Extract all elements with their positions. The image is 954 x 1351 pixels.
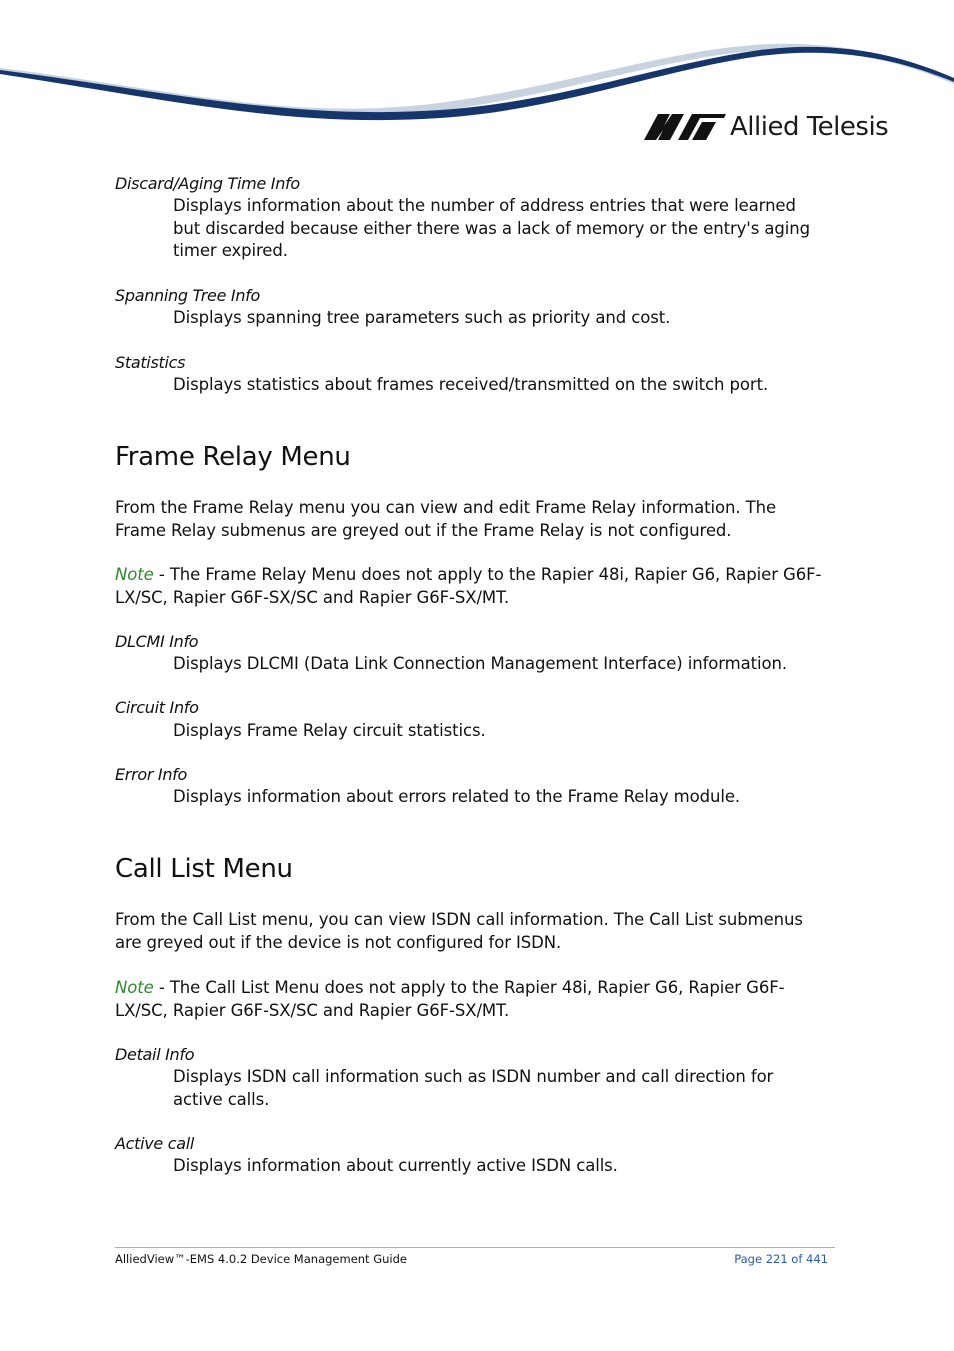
- term-active-call: Active call: [115, 1134, 195, 1153]
- call-list-note: [115, 977, 830, 1022]
- desc-active-call: Displays information about currently active ISDN calls.: [173, 1156, 618, 1175]
- desc-detail-info: Displays ISDN call information such as ISDN number and call direction for active calls.: [173, 1067, 774, 1109]
- term-spanning-tree: Spanning Tree Info: [115, 286, 260, 305]
- term-statistics: Statistics: [115, 353, 186, 372]
- note-text: - The Frame Relay Menu does not apply to the Rapier 48i, Rapier G6, Rapier G6F-LX/SC, Rapier G6F-SX/SC and Rapier G6F-SX/MT.: [115, 565, 822, 607]
- note-label: Note: [115, 565, 154, 584]
- heading-call-list-menu: Call List Menu: [115, 854, 293, 884]
- term-dlcmi-info: DLCMI Info: [115, 632, 199, 651]
- brand-name: Allied Telesis: [730, 112, 889, 142]
- desc-dlcmi-info: Displays DLCMI (Data Link Connection Management Interface) information.: [173, 654, 788, 673]
- term-circuit-info: Circuit Info: [115, 698, 199, 717]
- allied-telesis-logo-mark-icon: [644, 112, 726, 142]
- heading-frame-relay-menu: Frame Relay Menu: [115, 442, 351, 472]
- allied-telesis-logo: [644, 110, 888, 144]
- term-discard-aging: Discard/Aging Time Info: [115, 174, 300, 193]
- desc-spanning-tree: Displays spanning tree parameters such as priority and cost.: [173, 308, 671, 327]
- desc-error-info: Displays information about errors related to the Frame Relay module.: [173, 787, 741, 806]
- term-detail-info: Detail Info: [115, 1045, 195, 1064]
- note-text: - The Call List Menu does not apply to the Rapier 48i, Rapier G6, Rapier G6F-LX/SC, Rapier G6F-SX/SC and Rapier G6F-SX/MT.: [115, 978, 785, 1020]
- footer-document-title: AlliedView™-EMS 4.0.2 Device Management Guide: [115, 1252, 407, 1266]
- desc-discard-aging: Displays information about the number of address entries that were learned but discarded because either there was a lack of memory or the entry's aging timer expired.: [173, 196, 810, 260]
- footer-divider: [115, 1247, 835, 1248]
- frame-relay-intro: From the Frame Relay menu you can view and edit Frame Relay information. The Frame Relay submenus are greyed out if the Frame Relay is not configured.: [115, 498, 777, 540]
- frame-relay-note: [115, 564, 830, 609]
- desc-statistics: Displays statistics about frames received/transmitted on the switch port.: [173, 375, 769, 394]
- note-label: Note: [115, 978, 154, 997]
- call-list-intro: From the Call List menu, you can view ISDN call information. The Call List submenus are greyed out if the device is not configured for ISDN.: [115, 910, 803, 952]
- desc-circuit-info: Displays Frame Relay circuit statistics.: [173, 721, 486, 740]
- footer-page-number: Page 221 of 441: [734, 1252, 828, 1266]
- term-error-info: Error Info: [115, 765, 188, 784]
